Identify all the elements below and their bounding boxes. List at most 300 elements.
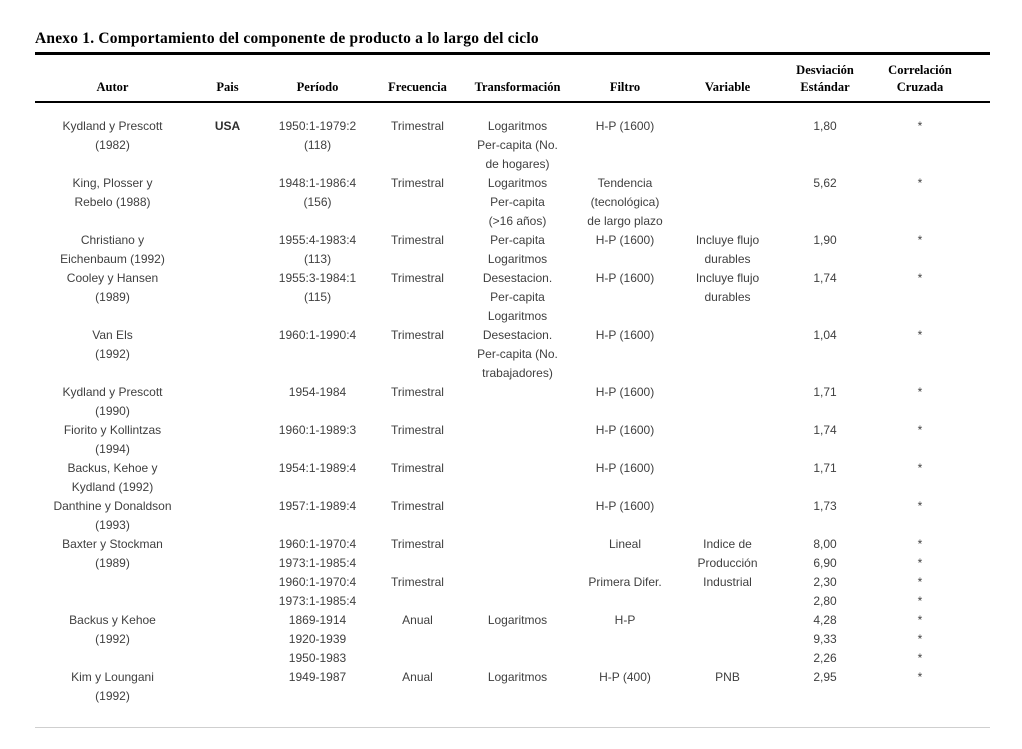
cell-line bbox=[190, 459, 265, 478]
cell-line: (1989) bbox=[95, 290, 130, 304]
cell-line: * bbox=[917, 670, 923, 684]
cell-line bbox=[775, 250, 875, 269]
cell-periodo bbox=[265, 174, 370, 231]
cell-pais bbox=[190, 117, 265, 174]
cell-line: 1954:1-1989:4 bbox=[278, 461, 357, 475]
cell-line bbox=[370, 345, 465, 364]
cell-variable bbox=[680, 668, 775, 706]
cell-pais bbox=[190, 497, 265, 535]
cell-line: * bbox=[917, 499, 923, 513]
cell-line: Logaritmos bbox=[487, 309, 548, 323]
cell-line: (1993) bbox=[95, 518, 130, 532]
cell-line bbox=[465, 516, 570, 535]
cell-filtro bbox=[570, 668, 680, 706]
cell-pais bbox=[190, 383, 265, 421]
cell-line bbox=[190, 573, 265, 592]
cell-line: * bbox=[917, 594, 923, 608]
table-row bbox=[35, 668, 990, 706]
cell-line bbox=[875, 193, 965, 212]
cell-line bbox=[265, 478, 370, 497]
cell-line: (1990) bbox=[95, 404, 130, 418]
cell-line: Per-capita bbox=[490, 195, 545, 209]
cell-desviacion bbox=[775, 459, 875, 497]
cell-line: (1989) bbox=[95, 556, 130, 570]
cell-correlacion bbox=[875, 326, 965, 383]
cell-line bbox=[370, 193, 465, 212]
cell-line bbox=[680, 212, 775, 231]
cell-line: Indice de bbox=[703, 537, 752, 551]
cell-line bbox=[875, 478, 965, 497]
cell-line: 1950-1983 bbox=[288, 651, 347, 665]
cell-line: 9,33 bbox=[813, 632, 837, 646]
column-header-periodo bbox=[265, 79, 370, 96]
column-header-variable bbox=[680, 79, 775, 96]
cell-line: * bbox=[917, 176, 923, 190]
cell-line bbox=[265, 155, 370, 174]
table-row bbox=[35, 535, 990, 611]
cell-line bbox=[775, 687, 875, 706]
column-header-line: Período bbox=[296, 80, 339, 94]
cell-line bbox=[680, 307, 775, 326]
cell-line: * bbox=[917, 537, 923, 551]
cell-line bbox=[190, 174, 265, 193]
cell-line: Trimestral bbox=[391, 499, 444, 513]
table-row bbox=[35, 459, 990, 497]
cell-line bbox=[570, 478, 680, 497]
cell-line bbox=[190, 326, 265, 345]
cell-pais bbox=[190, 611, 265, 668]
cell-autor bbox=[35, 231, 190, 269]
cell-line: 1,74 bbox=[813, 423, 837, 437]
cell-line bbox=[370, 440, 465, 459]
cell-line bbox=[775, 402, 875, 421]
cell-line bbox=[680, 478, 775, 497]
cell-filtro bbox=[570, 231, 680, 269]
cell-line bbox=[680, 611, 775, 630]
column-header-line: Cruzada bbox=[896, 80, 944, 94]
cell-line bbox=[35, 573, 190, 592]
cell-line: Desestacion. bbox=[482, 271, 553, 285]
cell-line bbox=[190, 440, 265, 459]
cell-line: 1960:1-1970:4 bbox=[278, 575, 357, 589]
cell-line: Industrial bbox=[703, 575, 752, 589]
cell-frecuencia bbox=[370, 174, 465, 231]
cell-line bbox=[465, 630, 570, 649]
cell-line: * bbox=[917, 423, 923, 437]
column-header-line: Variable bbox=[704, 80, 751, 94]
cell-line: Kydland y Prescott bbox=[62, 119, 163, 133]
cell-line: H-P (1600) bbox=[595, 233, 655, 247]
cell-line bbox=[875, 687, 965, 706]
table-row bbox=[35, 326, 990, 383]
cell-variable bbox=[680, 231, 775, 269]
cell-filtro bbox=[570, 117, 680, 174]
cell-correlacion bbox=[875, 421, 965, 459]
cell-line bbox=[35, 364, 190, 383]
cell-line bbox=[370, 478, 465, 497]
cell-transformacion bbox=[465, 174, 570, 231]
cell-line: H-P (400) bbox=[599, 670, 651, 684]
cell-line bbox=[190, 269, 265, 288]
table-row bbox=[35, 269, 990, 326]
cell-line bbox=[370, 554, 465, 573]
cell-line bbox=[875, 307, 965, 326]
cell-line bbox=[190, 383, 265, 402]
cell-desviacion bbox=[775, 421, 875, 459]
cell-line bbox=[775, 478, 875, 497]
cell-line: King, Plosser y bbox=[72, 176, 153, 190]
cell-line bbox=[265, 687, 370, 706]
cell-line: Baxter y Stockman bbox=[62, 537, 163, 551]
cell-line: Per-capita (No. bbox=[477, 138, 558, 152]
cell-line bbox=[35, 592, 190, 611]
cell-line: H-P (1600) bbox=[595, 461, 655, 475]
cell-desviacion bbox=[775, 117, 875, 174]
cell-line bbox=[775, 136, 875, 155]
cell-pais bbox=[190, 535, 265, 611]
cell-line bbox=[875, 440, 965, 459]
cell-line: Trimestral bbox=[391, 328, 444, 342]
cell-line: 1960:1-1970:4 bbox=[278, 537, 357, 551]
cell-filtro bbox=[570, 611, 680, 668]
cell-filtro bbox=[570, 269, 680, 326]
cell-line: * bbox=[917, 385, 923, 399]
cell-line bbox=[265, 516, 370, 535]
cell-line bbox=[370, 516, 465, 535]
cell-correlacion bbox=[875, 383, 965, 421]
cell-line: 6,90 bbox=[813, 556, 837, 570]
cell-desviacion bbox=[775, 668, 875, 706]
cell-correlacion bbox=[875, 611, 965, 668]
column-header-transformacion bbox=[465, 79, 570, 96]
cell-line: Tendencia bbox=[597, 176, 653, 190]
cell-line: 1,74 bbox=[813, 271, 837, 285]
cell-line bbox=[570, 345, 680, 364]
table-row bbox=[35, 117, 990, 174]
cell-line: H-P (1600) bbox=[595, 499, 655, 513]
cell-line bbox=[370, 136, 465, 155]
cell-line bbox=[370, 592, 465, 611]
cell-autor bbox=[35, 421, 190, 459]
column-header-line: Autor bbox=[96, 80, 129, 94]
cell-correlacion bbox=[875, 497, 965, 535]
cell-line bbox=[190, 649, 265, 668]
cell-autor bbox=[35, 117, 190, 174]
cell-frecuencia bbox=[370, 497, 465, 535]
cell-line bbox=[370, 364, 465, 383]
cell-pais bbox=[190, 174, 265, 231]
cell-frecuencia bbox=[370, 421, 465, 459]
cell-line bbox=[680, 649, 775, 668]
cell-line: 1,80 bbox=[813, 119, 837, 133]
column-header-filtro bbox=[570, 79, 680, 96]
table-row bbox=[35, 421, 990, 459]
cell-line: H-P (1600) bbox=[595, 423, 655, 437]
cell-line bbox=[875, 155, 965, 174]
cell-variable bbox=[680, 497, 775, 535]
cell-line bbox=[265, 440, 370, 459]
cell-filtro bbox=[570, 326, 680, 383]
cell-line bbox=[570, 440, 680, 459]
cell-frecuencia bbox=[370, 117, 465, 174]
cell-line bbox=[190, 668, 265, 687]
cell-line: Backus y Kehoe bbox=[69, 613, 156, 627]
cell-line: Cooley y Hansen bbox=[66, 271, 159, 285]
cell-line bbox=[35, 649, 190, 668]
bottom-rule bbox=[35, 727, 990, 728]
column-header-line: Estándar bbox=[800, 80, 850, 94]
cell-frecuencia bbox=[370, 326, 465, 383]
cell-line bbox=[570, 402, 680, 421]
cell-line: Trimestral bbox=[391, 461, 444, 475]
cell-pais bbox=[190, 269, 265, 326]
column-header-pais bbox=[190, 79, 265, 96]
cell-line bbox=[370, 649, 465, 668]
table-container bbox=[35, 30, 990, 706]
cell-correlacion bbox=[875, 269, 965, 326]
cell-variable bbox=[680, 421, 775, 459]
cell-line: * bbox=[917, 461, 923, 475]
cell-line: Logaritmos bbox=[487, 176, 548, 190]
cell-variable bbox=[680, 459, 775, 497]
cell-frecuencia bbox=[370, 231, 465, 269]
cell-line bbox=[465, 554, 570, 573]
cell-line bbox=[680, 630, 775, 649]
cell-line: * bbox=[917, 271, 923, 285]
cell-line bbox=[775, 345, 875, 364]
cell-filtro bbox=[570, 383, 680, 421]
cell-line bbox=[190, 402, 265, 421]
cell-transformacion bbox=[465, 535, 570, 611]
cell-line: 1955:3-1984:1 bbox=[278, 271, 357, 285]
cell-frecuencia bbox=[370, 459, 465, 497]
cell-line bbox=[465, 497, 570, 516]
cell-line bbox=[570, 516, 680, 535]
column-header-correlacion bbox=[875, 62, 965, 96]
cell-line bbox=[370, 307, 465, 326]
cell-line: H-P (1600) bbox=[595, 119, 655, 133]
cell-line bbox=[370, 250, 465, 269]
column-header-line: Transformación bbox=[474, 80, 561, 94]
cell-periodo bbox=[265, 383, 370, 421]
cell-periodo bbox=[265, 231, 370, 269]
cell-line: Trimestral bbox=[391, 271, 444, 285]
cell-line bbox=[370, 288, 465, 307]
cell-line bbox=[190, 421, 265, 440]
cell-periodo bbox=[265, 497, 370, 535]
cell-desviacion bbox=[775, 497, 875, 535]
cell-line: Backus, Kehoe y bbox=[67, 461, 158, 475]
cell-line: Per-capita (No. bbox=[477, 347, 558, 361]
cell-line bbox=[875, 136, 965, 155]
cell-line bbox=[680, 174, 775, 193]
cell-line bbox=[370, 402, 465, 421]
table-body bbox=[35, 103, 990, 706]
cell-pais bbox=[190, 326, 265, 383]
cell-line bbox=[370, 155, 465, 174]
cell-pais bbox=[190, 421, 265, 459]
cell-line: 2,30 bbox=[813, 575, 837, 589]
cell-line: Rebelo (1988) bbox=[74, 195, 151, 209]
cell-transformacion bbox=[465, 611, 570, 668]
cell-periodo bbox=[265, 668, 370, 706]
cell-line: 1,71 bbox=[813, 385, 837, 399]
cell-line: 1973:1-1985:4 bbox=[278, 556, 357, 570]
cell-line bbox=[190, 345, 265, 364]
cell-line bbox=[570, 687, 680, 706]
cell-line bbox=[680, 402, 775, 421]
cell-line: de hogares) bbox=[485, 157, 550, 171]
cell-line bbox=[35, 155, 190, 174]
cell-filtro bbox=[570, 174, 680, 231]
cell-line bbox=[190, 136, 265, 155]
cell-line: 1957:1-1989:4 bbox=[278, 499, 357, 513]
cell-line: 1,73 bbox=[813, 499, 837, 513]
cell-line: Anual bbox=[402, 670, 433, 684]
cell-filtro bbox=[570, 497, 680, 535]
cell-line bbox=[265, 364, 370, 383]
cell-line bbox=[190, 611, 265, 630]
cell-line: 1960:1-1989:3 bbox=[278, 423, 357, 437]
cell-line bbox=[35, 307, 190, 326]
cell-line bbox=[570, 630, 680, 649]
cell-pais bbox=[190, 668, 265, 706]
cell-variable bbox=[680, 383, 775, 421]
cell-line bbox=[190, 554, 265, 573]
cell-line bbox=[570, 592, 680, 611]
cell-line bbox=[370, 630, 465, 649]
cell-line bbox=[265, 307, 370, 326]
cell-line: * bbox=[917, 328, 923, 342]
cell-line: * bbox=[917, 613, 923, 627]
cell-line bbox=[775, 193, 875, 212]
cell-desviacion bbox=[775, 383, 875, 421]
cell-line: H-P (1600) bbox=[595, 271, 655, 285]
cell-line: 1955:4-1983:4 bbox=[278, 233, 357, 247]
cell-line bbox=[680, 383, 775, 402]
cell-line bbox=[190, 307, 265, 326]
cell-line: H-P (1600) bbox=[595, 385, 655, 399]
cell-line: 1948:1-1986:4 bbox=[278, 176, 357, 190]
cell-line bbox=[370, 212, 465, 231]
cell-desviacion bbox=[775, 269, 875, 326]
column-header-frecuencia bbox=[370, 79, 465, 96]
cell-line bbox=[775, 440, 875, 459]
cell-line: (1982) bbox=[95, 138, 130, 152]
cell-filtro bbox=[570, 535, 680, 611]
cell-variable bbox=[680, 535, 775, 611]
cell-variable bbox=[680, 611, 775, 668]
cell-desviacion bbox=[775, 611, 875, 668]
cell-line bbox=[570, 364, 680, 383]
cell-line: (1992) bbox=[95, 347, 130, 361]
cell-line bbox=[465, 592, 570, 611]
cell-line bbox=[465, 440, 570, 459]
cell-line: Lineal bbox=[608, 537, 642, 551]
cell-correlacion bbox=[875, 668, 965, 706]
cell-line: Incluye flujo bbox=[695, 271, 760, 285]
cell-line: (>16 años) bbox=[488, 214, 547, 228]
cell-line bbox=[680, 592, 775, 611]
cell-line bbox=[680, 136, 775, 155]
table-title: Anexo 1. Comportamiento del componente de producto a lo largo del ciclo bbox=[35, 30, 539, 47]
cell-line: (tecnológica) bbox=[590, 195, 660, 209]
cell-line: Trimestral bbox=[391, 423, 444, 437]
cell-line bbox=[570, 250, 680, 269]
column-header-line: Filtro bbox=[609, 80, 641, 94]
cell-autor bbox=[35, 383, 190, 421]
cell-line: durables bbox=[704, 290, 751, 304]
cell-line bbox=[265, 212, 370, 231]
cell-line: Eichenbaum (1992) bbox=[60, 252, 165, 266]
cell-line bbox=[190, 592, 265, 611]
cell-autor bbox=[35, 497, 190, 535]
table-header-row bbox=[35, 55, 990, 103]
cell-line bbox=[875, 364, 965, 383]
cell-transformacion bbox=[465, 231, 570, 269]
cell-line: 2,26 bbox=[813, 651, 837, 665]
cell-line: Kydland (1992) bbox=[71, 480, 154, 494]
cell-frecuencia bbox=[370, 535, 465, 611]
cell-periodo bbox=[265, 269, 370, 326]
cell-line: * bbox=[917, 556, 923, 570]
cell-line: (1992) bbox=[95, 689, 130, 703]
cell-line bbox=[190, 687, 265, 706]
cell-variable bbox=[680, 326, 775, 383]
cell-line: Producción bbox=[697, 556, 758, 570]
cell-line: (115) bbox=[303, 290, 332, 304]
cell-line: 1960:1-1990:4 bbox=[278, 328, 357, 342]
cell-variable bbox=[680, 174, 775, 231]
cell-line bbox=[680, 440, 775, 459]
cell-line bbox=[265, 402, 370, 421]
cell-line bbox=[190, 250, 265, 269]
cell-line: 1973:1-1985:4 bbox=[278, 594, 357, 608]
cell-filtro bbox=[570, 421, 680, 459]
cell-line: (156) bbox=[303, 195, 332, 209]
cell-line bbox=[190, 364, 265, 383]
cell-line bbox=[465, 402, 570, 421]
cell-line bbox=[370, 687, 465, 706]
cell-line: * bbox=[917, 651, 923, 665]
cell-line: Logaritmos bbox=[487, 119, 548, 133]
cell-line: Christiano y bbox=[80, 233, 145, 247]
cell-line: Logaritmos bbox=[487, 670, 548, 684]
cell-line: 5,62 bbox=[813, 176, 837, 190]
cell-line: Kydland y Prescott bbox=[62, 385, 163, 399]
table-row bbox=[35, 174, 990, 231]
cell-line bbox=[680, 345, 775, 364]
cell-line: trabajadores) bbox=[482, 366, 553, 380]
cell-line: Trimestral bbox=[391, 233, 444, 247]
cell-line bbox=[465, 573, 570, 592]
cell-line bbox=[680, 459, 775, 478]
cell-line: de largo plazo bbox=[587, 214, 663, 228]
cell-line bbox=[570, 136, 680, 155]
cell-line bbox=[190, 288, 265, 307]
cell-line: PNB bbox=[715, 670, 740, 684]
cell-line: Trimestral bbox=[391, 119, 444, 133]
cell-transformacion bbox=[465, 421, 570, 459]
cell-line bbox=[465, 459, 570, 478]
cell-variable bbox=[680, 269, 775, 326]
cell-pais bbox=[190, 459, 265, 497]
cell-transformacion bbox=[465, 497, 570, 535]
cell-line bbox=[875, 288, 965, 307]
cell-transformacion bbox=[465, 117, 570, 174]
cell-line bbox=[190, 497, 265, 516]
cell-line: H-P (1600) bbox=[595, 328, 655, 342]
